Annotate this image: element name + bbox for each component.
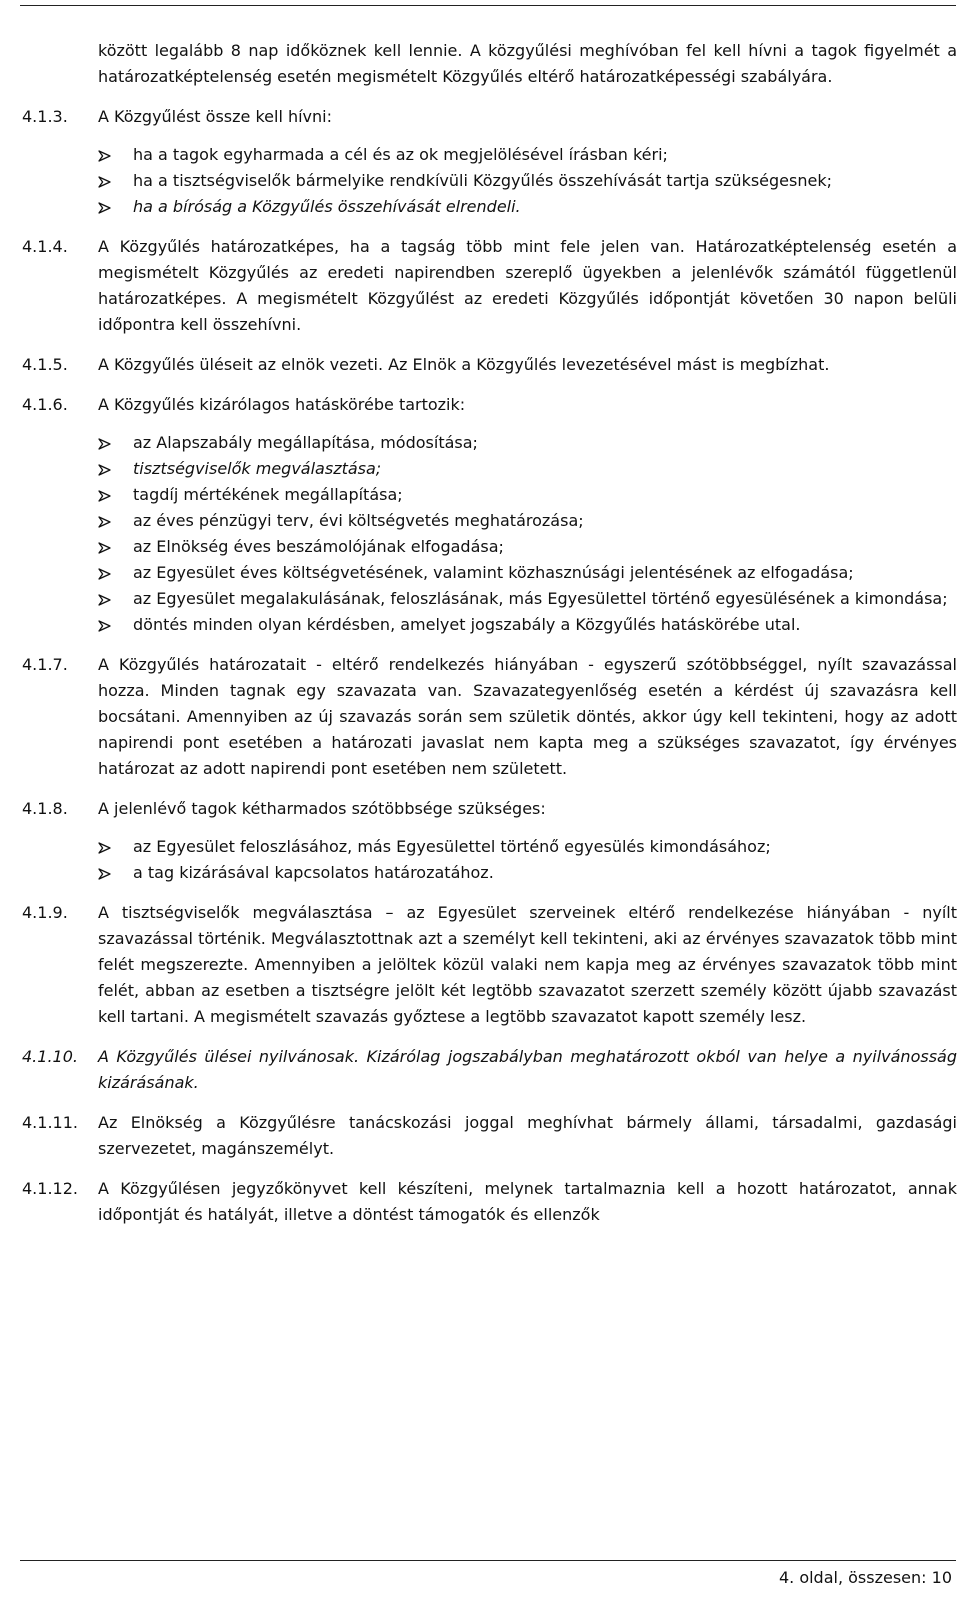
arrowhead-bullet-icon: [98, 508, 133, 528]
list-item: az Elnökség éves beszámolójának elfogadása;: [98, 534, 957, 560]
section-number: 4.1.10.: [22, 1047, 78, 1066]
bullet-list: [98, 834, 957, 886]
list-item: tisztségviselők megválasztása;: [98, 456, 957, 482]
section-4-1-12: [22, 1176, 957, 1228]
section-4-1-5: [22, 352, 957, 378]
section-4-1-9: [22, 900, 957, 1030]
section-4-1-11: [22, 1110, 957, 1162]
page-footer: 4. oldal, összesen: 10: [778, 1568, 952, 1587]
section-number: 4.1.6.: [22, 395, 68, 414]
arrowhead-bullet-icon: [98, 482, 133, 502]
arrowhead-bullet-icon: [98, 430, 133, 450]
arrowhead-bullet-icon: [98, 142, 133, 162]
section-text: A Közgyűlés kizárólagos hatáskörébe tartozik:: [98, 395, 466, 414]
section-number: 4.1.9.: [22, 903, 68, 922]
intro-paragraph: között legalább 8 nap időköznek kell lennie. A közgyűlési meghívóban fel kell hívni a tagok figyelmét a határozatképtelenség esetén megismételt Közgyűlés eltérő határozatképességi szabályára.: [98, 41, 957, 86]
list-item: az Egyesület feloszlásához, más Egyesülettel történő egyesülés kimondásához;: [98, 834, 957, 860]
section-number: 4.1.12.: [22, 1179, 78, 1198]
list-item: ha a tisztségviselők bármelyike rendkívüli Közgyűlés összehívását tartja szükségesnek;: [98, 168, 957, 194]
section-text: A Közgyűlés ülései nyilvánosak. Kizárólag jogszabályban meghatározott okból van helye a nyilvánosság kizárásának.: [98, 1047, 957, 1092]
section-text: A Közgyűlés határozatképes, ha a tagság több mint fele jelen van. Határozatképtelenség esetén a megismételt Közgyűlés az eredeti napirendben szereplő ügyekben a jelenlévők számától függetlenül határozatképes. A megismételt Közgyűlést az eredeti Közgyűlés időpontját követően 30 napon belüli időpontra kell összehívni.: [98, 237, 957, 334]
section-4-1-4: [22, 234, 957, 338]
section-4-1-8: [22, 796, 957, 886]
document-body: [22, 38, 957, 1228]
arrowhead-bullet-icon: [98, 168, 133, 188]
list-item: az éves pénzügyi terv, évi költségvetés meghatározása;: [98, 508, 957, 534]
list-item: az Alapszabály megállapítása, módosítása;: [98, 430, 957, 456]
section-4-1-6: [22, 392, 957, 638]
arrowhead-bullet-icon: [98, 586, 133, 606]
bullet-list: [98, 142, 957, 220]
section-number: 4.1.3.: [22, 107, 68, 126]
section-4-1-3: [22, 104, 957, 220]
section-4-1-7: [22, 652, 957, 782]
section-text: A Közgyűlés határozatait - eltérő rendelkezés hiányában - egyszerű szótöbbséggel, nyílt szavazással hozza. Minden tagnak egy szavazata van. Szavazategyenlőség esetén a kérdést új szavazásra kell bocsátani. Amennyiben az új szavazás során sem születik döntés, akkor úgy kell tekinteni, hogy az adott napirendi pont esetében a határozati javaslat nem kapta meg a szükséges szavazatot, így érvényes határozat az adott napirendi pont esetében nem született.: [98, 655, 957, 778]
section-number: 4.1.7.: [22, 655, 68, 674]
section-text: A Közgyűlést össze kell hívni:: [98, 107, 332, 126]
section-number: 4.1.4.: [22, 237, 68, 256]
section-4-1-10: [22, 1044, 957, 1096]
section-text: A Közgyűlés üléseit az elnök vezeti. Az Elnök a Közgyűlés levezetésével mást is megbízhat.: [98, 355, 830, 374]
section-number: 4.1.5.: [22, 355, 68, 374]
arrowhead-bullet-icon: [98, 534, 133, 554]
section-text: A jelenlévő tagok kétharmados szótöbbsége szükséges:: [98, 799, 546, 818]
footer-rule: [20, 1560, 956, 1561]
list-item: az Egyesület éves költségvetésének, valamint közhasznúsági jelentésének az elfogadása;: [98, 560, 957, 586]
arrowhead-bullet-icon: [98, 834, 133, 854]
list-item: ha a tagok egyharmada a cél és az ok megjelölésével írásban kéri;: [98, 142, 957, 168]
section-text: Az Elnökség a Közgyűlésre tanácskozási joggal meghívhat bármely állami, társadalmi, gazdasági szervezetet, magánszemélyt.: [98, 1113, 957, 1158]
section-text: A tisztségviselők megválasztása – az Egyesület szerveinek eltérő rendelkezése hiányában - nyílt szavazással történik. Megválasztottnak azt a személyt kell tekinteni, aki az érvényes szavazatok több mint felét megszerezte. Amennyiben a jelöltek közül valaki nem kapja meg az érvényes szavazatok több mint felét, abban az esetben a tisztségre jelölt két legtöbb szavazatot szerzett személy között újabb szavazást kell tartani. A megismételt szavazás győztese a legtöbb szavazatot kapott személy lesz.: [98, 903, 957, 1026]
section-number: 4.1.11.: [22, 1113, 78, 1132]
section-number: 4.1.8.: [22, 799, 68, 818]
arrowhead-bullet-icon: [98, 860, 133, 880]
section-text: A Közgyűlésen jegyzőkönyvet kell készíteni, melynek tartalmaznia kell a hozott határozatot, annak időpontját és hatályát, illetve a döntést támogatók és ellenzők: [98, 1179, 957, 1224]
list-item: döntés minden olyan kérdésben, amelyet jogszabály a Közgyűlés hatáskörébe utal.: [98, 612, 957, 638]
arrowhead-bullet-icon: [98, 612, 133, 632]
list-item: tagdíj mértékének megállapítása;: [98, 482, 957, 508]
arrowhead-bullet-icon: [98, 560, 133, 580]
list-item: ha a bíróság a Közgyűlés összehívását elrendeli.: [98, 194, 957, 220]
top-rule: [20, 5, 956, 6]
list-item: a tag kizárásával kapcsolatos határozatához.: [98, 860, 957, 886]
list-item: az Egyesület megalakulásának, feloszlásának, más Egyesülettel történő egyesülésének a kimondása;: [98, 586, 957, 612]
bullet-list: [98, 430, 957, 638]
arrowhead-bullet-icon: [98, 456, 133, 476]
arrowhead-bullet-icon: [98, 194, 133, 214]
